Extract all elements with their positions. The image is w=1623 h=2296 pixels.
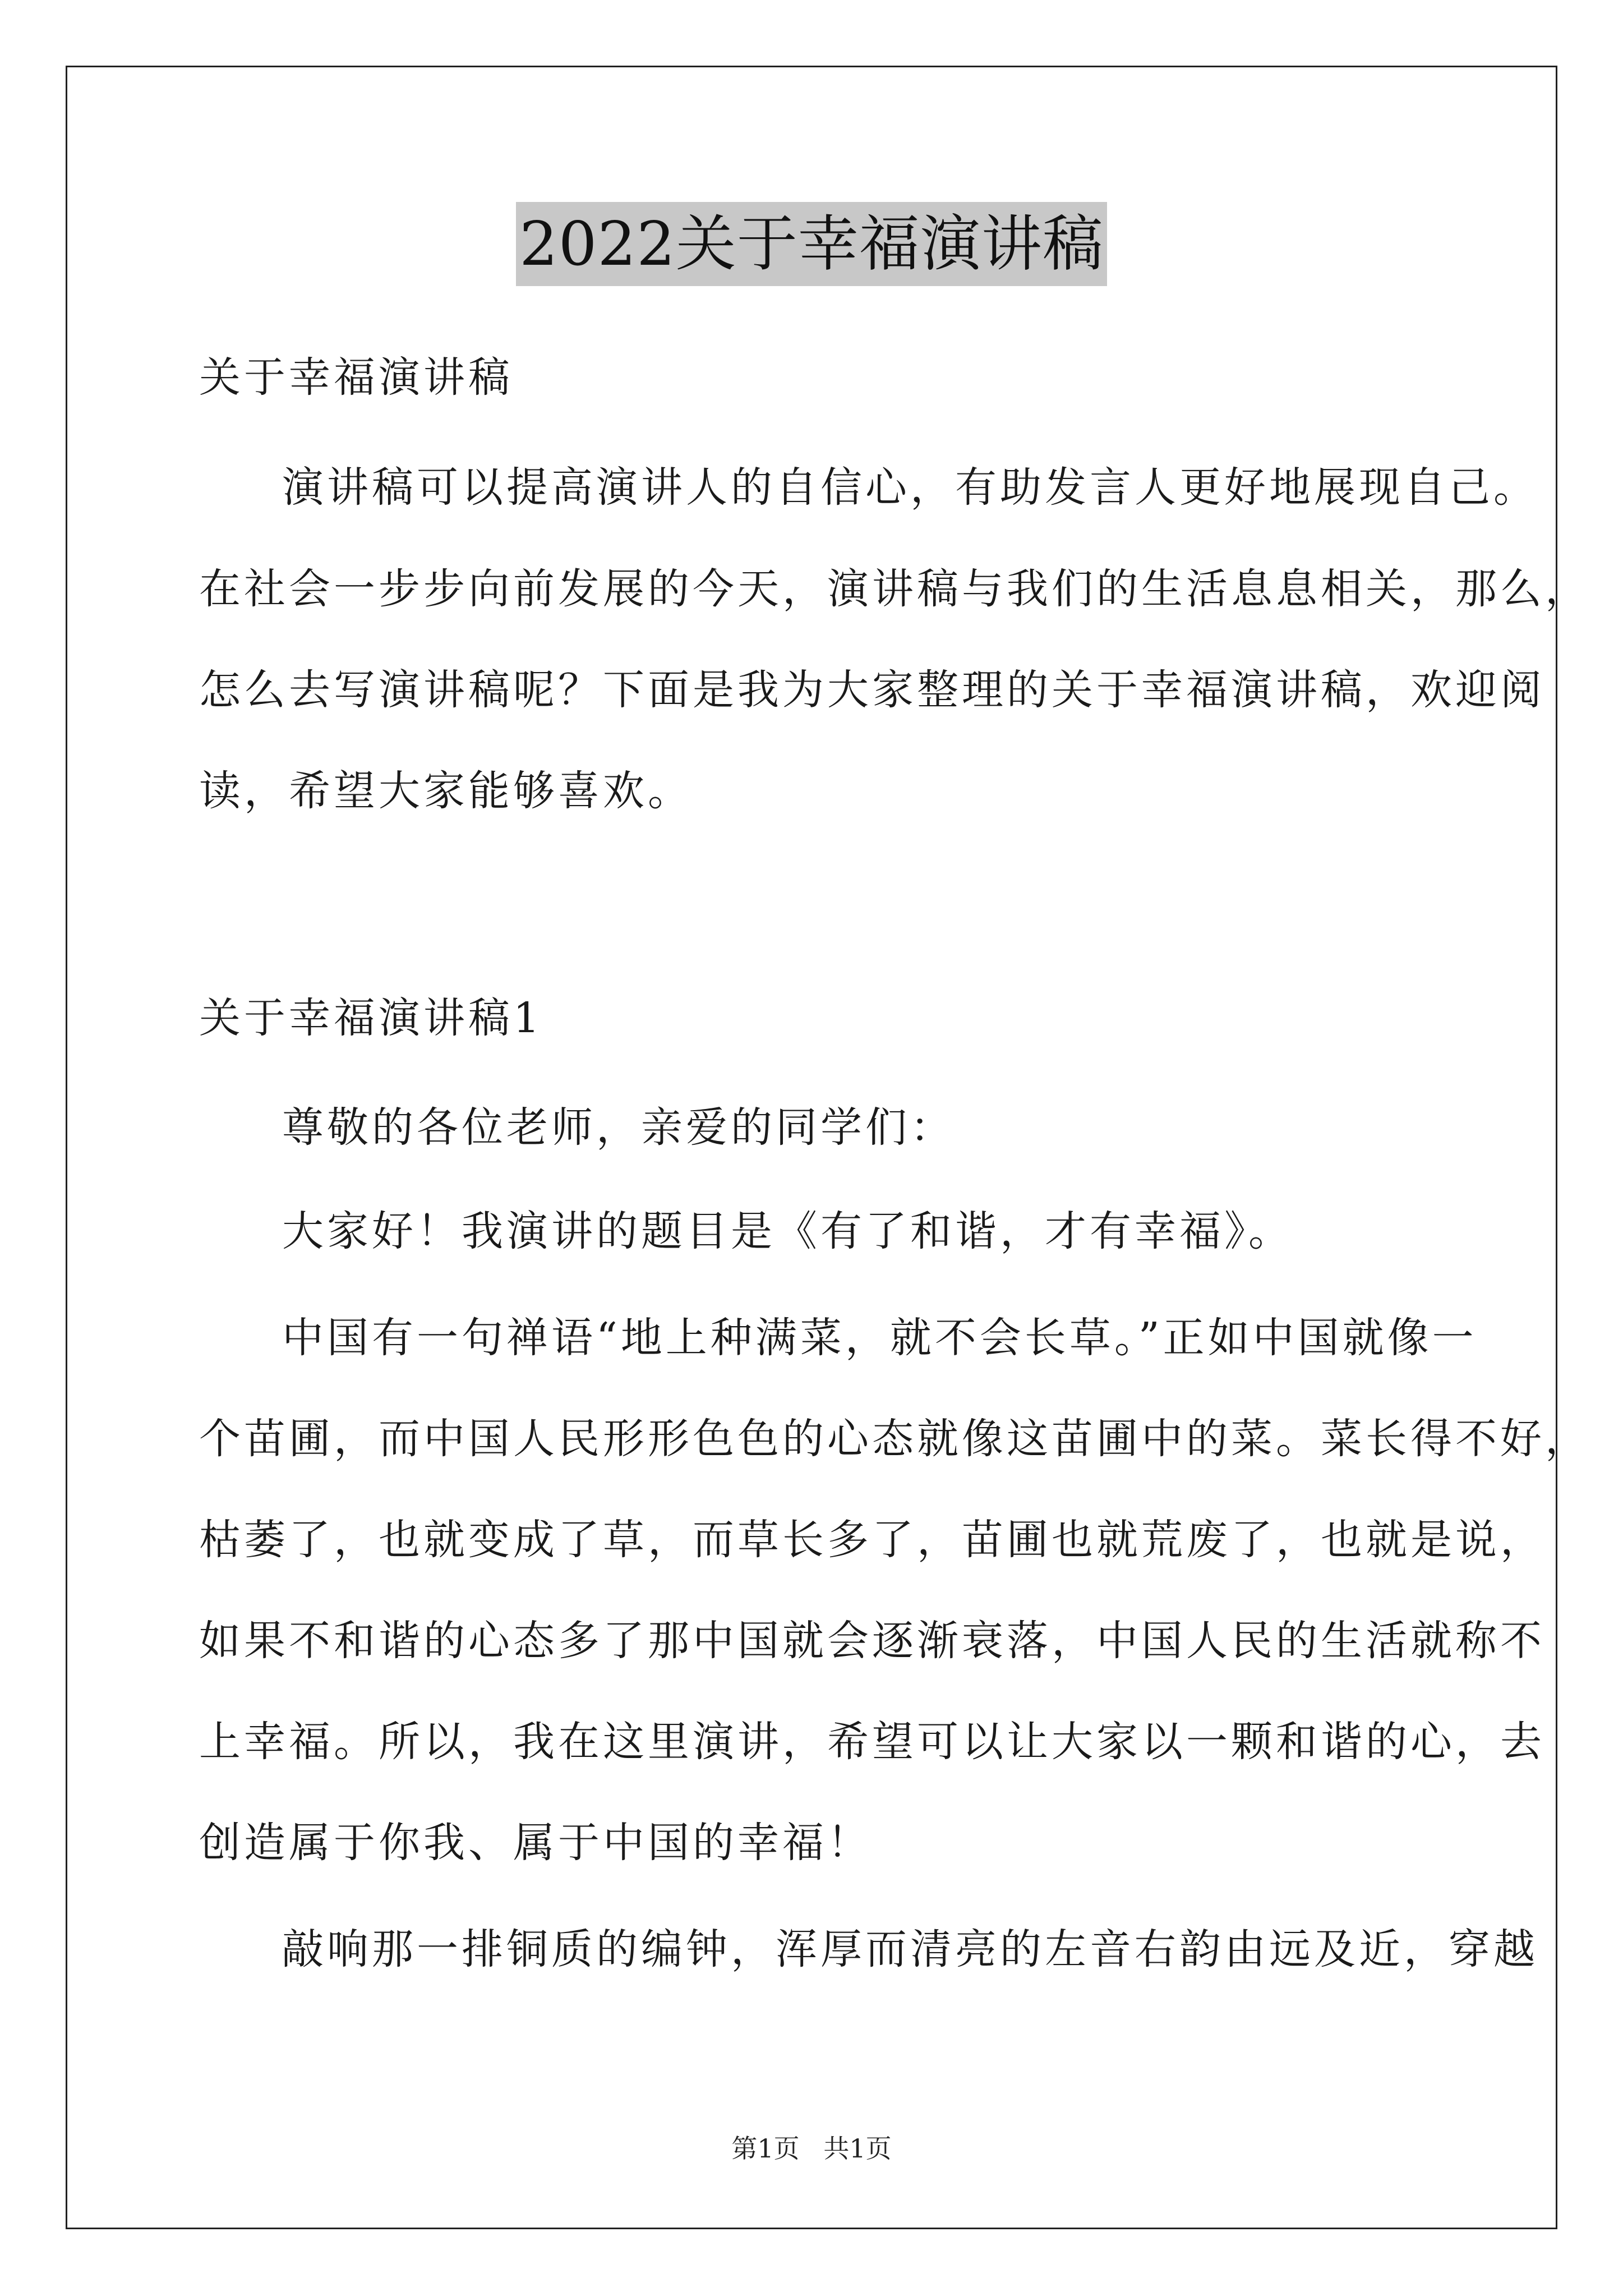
paragraph-line: 上幸福。所以，我在这里演讲，希望可以让大家以一颗和谐的心，去	[199, 1718, 1545, 1766]
section-heading: 关于幸福演讲稿1	[199, 994, 543, 1042]
page-number-current: 第1页	[731, 2133, 800, 2164]
paragraph-line: 枯萎了，也就变成了草，而草长多了，苗圃也就荒废了，也就是说，	[199, 1516, 1545, 1564]
paragraph-line: 创造属于你我、属于中国的幸福！	[199, 1819, 872, 1867]
paragraph-line: 演讲稿可以提高演讲人的自信心，有助发言人更好地展现自己。	[282, 463, 1538, 512]
paragraph-line: 大家好！我演讲的题目是《有了和谐，才有幸福》。	[282, 1207, 1293, 1255]
paragraph-line: 在社会一步步向前发展的今天，演讲稿与我们的生活息息相关，那么，	[199, 565, 1590, 613]
paragraph-line: 如果不和谐的心态多了那中国就会逐渐衰落，中国人民的生活就称不	[199, 1617, 1545, 1665]
paragraph-line: 读，希望大家能够喜欢。	[199, 767, 693, 815]
paragraph-line: 尊敬的各位老师，亲爱的同学们：	[282, 1103, 955, 1152]
paragraph-line: 敲响那一排铜质的编钟，浑厚而清亮的左音右韵由远及近，穿越	[282, 1925, 1538, 1973]
document-title: 2022关于幸福演讲稿	[516, 202, 1107, 286]
title-container	[0, 202, 1623, 286]
page-number-total: 共1页	[823, 2133, 892, 2164]
page-footer	[0, 2132, 1623, 2165]
paragraph-line: 怎么去写演讲稿呢？下面是我为大家整理的关于幸福演讲稿，欢迎阅	[199, 666, 1545, 714]
subtitle-line: 关于幸福演讲稿	[199, 353, 513, 402]
paragraph-line: 个苗圃，而中国人民形形色色的心态就像这苗圃中的菜。菜长得不好，	[199, 1415, 1590, 1463]
paragraph-line: 中国有一句禅语“地上种满菜，就不会长草。”正如中国就像一	[282, 1314, 1477, 1362]
